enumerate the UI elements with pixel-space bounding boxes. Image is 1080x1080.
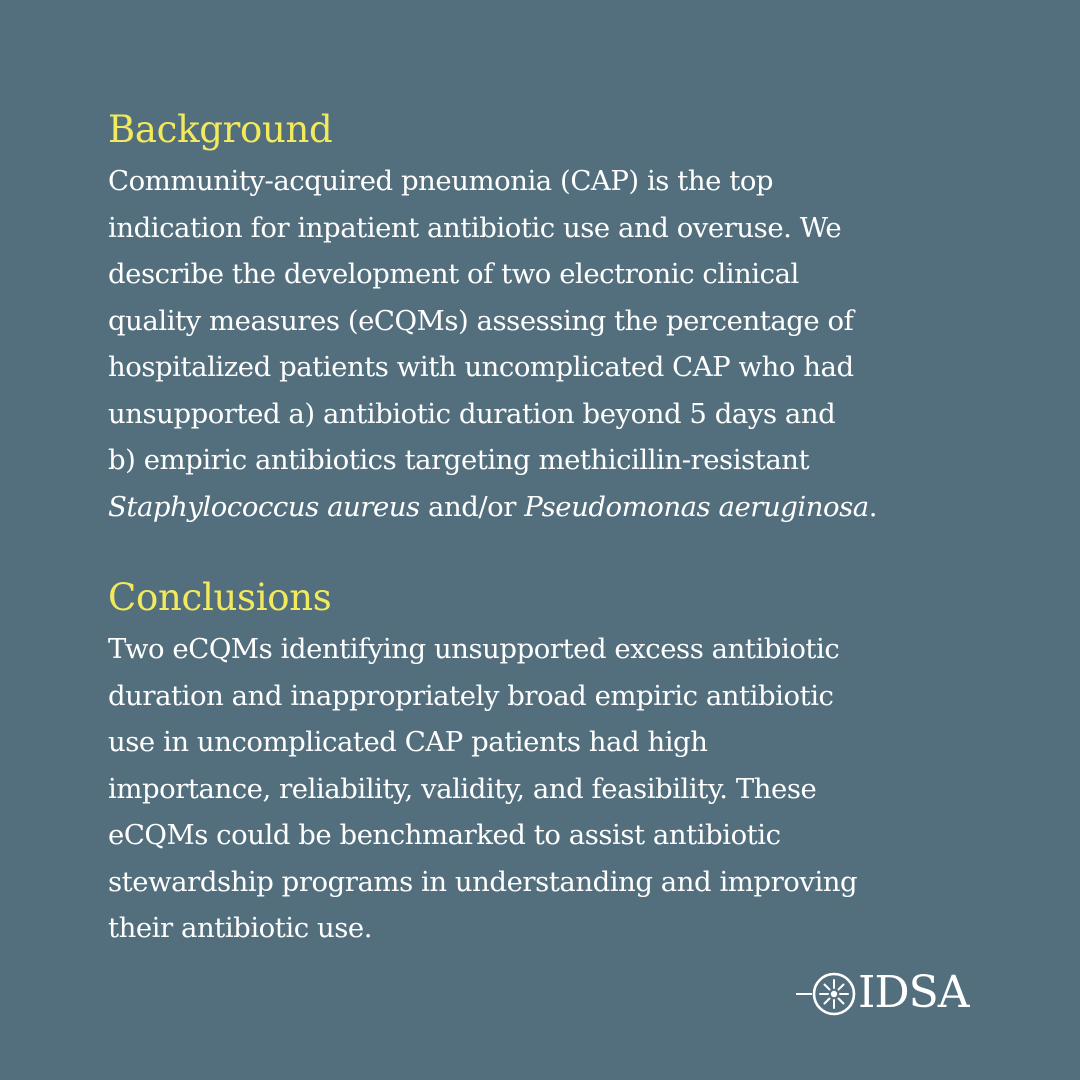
idsa-logo — [796, 968, 976, 1018]
idsa-logo-text: IDSA — [858, 967, 969, 1018]
text-line: hospitalized patients with uncomplicated CAP who had — [108, 351, 854, 383]
text-line: eCQMs could be benchmarked to assist antibiotic — [108, 819, 781, 851]
text-line: quality measures (eCQMs) assessing the percentage of — [108, 304, 854, 337]
text-line: Community-acquired pneumonia (CAP) is the top — [108, 165, 774, 197]
text-line: duration and inappropriately broad empiric antibiotic — [108, 679, 834, 712]
text-line: describe the development of two electronic clinical — [108, 258, 799, 290]
conclusions-text — [108, 626, 988, 952]
text-line — [108, 484, 988, 531]
text-line: Two eCQMs identifying unsupported excess antibiotic — [108, 633, 840, 665]
background-text — [108, 158, 988, 530]
background-section — [108, 108, 988, 530]
text-line: use in uncomplicated CAP patients had high — [108, 726, 708, 758]
text-line: indication for inpatient antibiotic use and overuse. We — [108, 211, 842, 244]
period-text: . — [868, 490, 877, 523]
background-heading: Background — [108, 108, 333, 151]
conclusions-heading: Conclusions — [108, 576, 332, 619]
conclusions-section — [108, 576, 988, 952]
connector-text: and/or — [419, 490, 525, 523]
organism-name: Staphylococcus aureus — [108, 490, 420, 523]
text-line: their antibiotic use. — [108, 912, 373, 944]
text-line: b) empiric antibiotics targeting methicillin-resistant — [108, 444, 810, 476]
text-line: importance, reliability, validity, and feasibility. These — [108, 772, 817, 805]
text-line: stewardship programs in understanding and improving — [108, 865, 858, 898]
text-line: unsupported a) antibiotic duration beyond 5 days and — [108, 397, 836, 430]
organism-name: Pseudomonas aeruginosa — [524, 490, 869, 523]
idsa-star-logo-icon — [796, 970, 860, 1018]
